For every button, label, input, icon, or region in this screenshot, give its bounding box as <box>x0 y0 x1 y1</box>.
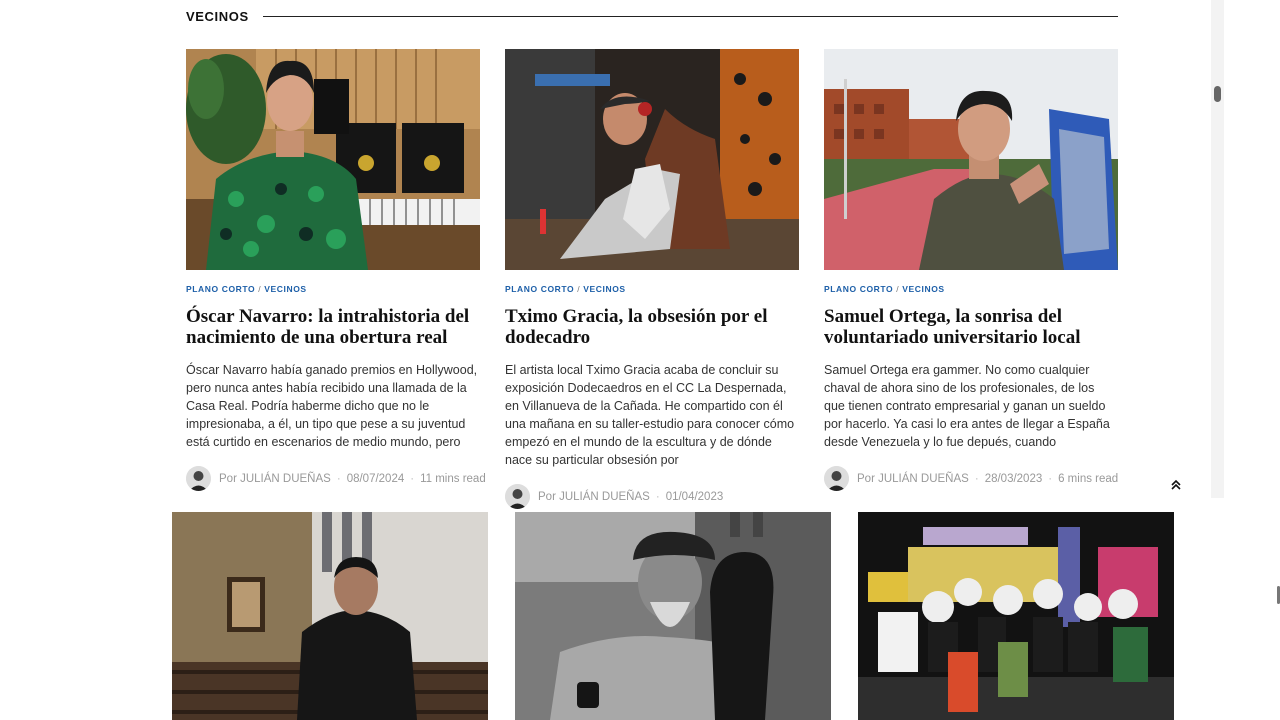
article-title[interactable]: Óscar Navarro: la intrahistoria del nacimiento de una obertura real <box>186 306 470 348</box>
inner-scrollbar-thumb[interactable] <box>1214 86 1221 102</box>
section-title: VECINOS <box>186 8 249 24</box>
article-image[interactable] <box>515 512 831 720</box>
article-image[interactable] <box>858 512 1174 720</box>
article-date: 08/07/2024 <box>346 472 405 485</box>
article-card <box>824 49 1118 491</box>
category-link[interactable]: VECINOS <box>583 284 626 294</box>
article-meta: Por JULIÁN DUEÑAS · 08/07/2024 · 11 mins read <box>186 466 480 491</box>
author-avatar[interactable] <box>186 466 211 491</box>
article-categories: PLANO CORTO / VECINOS <box>505 284 626 294</box>
article-card <box>505 49 799 509</box>
article-categories: PLANO CORTO / VECINOS <box>186 284 307 294</box>
article-excerpt: Óscar Navarro había ganado premios en Hollywood, pero nunca antes había recibido una llamada de la Casa Real. Podría haberme dicho que no le impresionaba, a él, un tipo que pese a su juventud está curtido en escenarios de medio mundo, pero <box>186 363 478 449</box>
article-date: 01/04/2023 <box>665 490 724 503</box>
article-card <box>186 49 486 491</box>
article-title[interactable]: Tximo Gracia, la obsesión por el dodecadro <box>505 306 768 348</box>
section-divider <box>263 16 1118 17</box>
author-name[interactable]: Por JULIÁN DUEÑAS <box>538 490 650 503</box>
author-name[interactable]: Por JULIÁN DUEÑAS <box>219 472 331 485</box>
article-meta: Por JULIÁN DUEÑAS · 01/04/2023 <box>505 484 799 509</box>
section-header <box>186 6 1118 26</box>
article-excerpt: Samuel Ortega era gammer. No como cualquier chaval de ahora sino de los profesionales, de los que tienen contrato empresarial y ganan un sueldo por hacerlo. Ya casi lo era antes de llegar a España desde Venezuela y lo fue depués, cuando <box>824 363 1110 449</box>
category-link[interactable]: VECINOS <box>264 284 307 294</box>
article-date: 28/03/2023 <box>984 472 1043 485</box>
author-avatar[interactable] <box>505 484 530 509</box>
article-title[interactable]: Samuel Ortega, la sonrisa del voluntariado universitario local <box>824 306 1081 348</box>
article-image[interactable] <box>505 49 799 270</box>
article-categories: PLANO CORTO / VECINOS <box>824 284 945 294</box>
double-chevron-up-icon <box>1170 479 1182 494</box>
article-image[interactable] <box>824 49 1118 270</box>
author-name[interactable]: Por JULIÁN DUEÑAS <box>857 472 969 485</box>
category-link[interactable]: VECINOS <box>902 284 945 294</box>
article-excerpt: El artista local Tximo Gracia acaba de concluir su exposición Dodecaedros en el CC La Despernada, en Villanueva de la Cañada. He compartido con él una mañana en su taller-estudio para conocer cómo empezó en el mundo de la escultura y de dónde nace su particular obsesión por <box>505 363 795 467</box>
article-image[interactable] <box>172 512 488 720</box>
author-avatar[interactable] <box>824 466 849 491</box>
read-time: 6 mins read <box>1058 472 1119 485</box>
scroll-to-top-button[interactable] <box>1168 478 1184 494</box>
read-time: 11 mins read <box>420 472 486 485</box>
article-image[interactable] <box>186 49 480 270</box>
article-meta: Por JULIÁN DUEÑAS · 28/03/2023 · 6 mins read <box>824 466 1118 491</box>
category-link[interactable]: PLANO CORTO <box>824 284 894 294</box>
category-link[interactable]: PLANO CORTO <box>505 284 575 294</box>
category-link[interactable]: PLANO CORTO <box>186 284 256 294</box>
inner-scrollbar-track[interactable] <box>1211 0 1224 498</box>
